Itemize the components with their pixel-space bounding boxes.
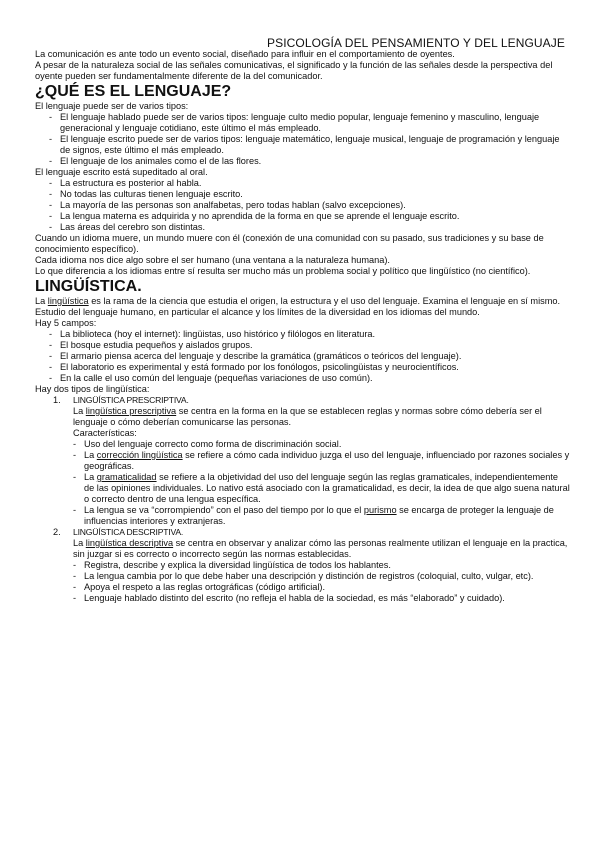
language-types-list	[35, 112, 570, 167]
list-item: - Las áreas del cerebro son distintas.	[49, 222, 570, 233]
text-span: La	[35, 296, 48, 306]
list-item: - El lenguaje de los animales como el de las flores.	[49, 156, 570, 167]
text-span: La	[73, 406, 86, 416]
list-item	[73, 505, 570, 527]
written-language-list	[35, 178, 570, 233]
closing-paragraph-1: Cuando un idioma muere, un mundo muere con él (conexión de una comunidad con su pasado, sus tradiciones y su base de conocimiento específico).	[35, 233, 544, 254]
list-item	[73, 472, 570, 505]
list-item: - Apoya el respeto a las reglas ortográficas (código artificial).	[73, 582, 570, 593]
text-span: se refiere a la objetividad del uso del lenguaje según las reglas gramaticales, independientemente de las opiniones individuales. Lo nativo está asociado con la gramaticalidad, es decir, la idea de que algo suena natural o correcto dentro de una lengua específica.	[84, 472, 570, 504]
list-item: - El lenguaje escrito puede ser de varios tipos: lenguaje matemático, lenguaje musical, lenguaje de programación y lenguaje de signos, este último el más empleado.	[49, 134, 570, 156]
text-span: se centra en observar y analizar cómo las personas realmente utilizan el lenguaje en la practica, sin juzgar si es correcto o incorrecto según las normas establecidas.	[73, 538, 568, 559]
text-span: La	[73, 538, 86, 548]
text-span: La	[84, 450, 97, 460]
list-item: - Uso del lenguaje correcto como forma de discriminación social.	[73, 439, 570, 450]
type-title: LINGÜÍSTICA DESCRIPTIVA.	[73, 527, 184, 537]
features-label: Características:	[73, 428, 137, 438]
list-item: - El bosque estudia pequeños y aislados grupos.	[49, 340, 570, 351]
document-body	[35, 49, 570, 604]
list-item: - Lenguaje hablado distinto del escrito (no refleja el habla de la sociedad, es más “elaborado” y cuidado).	[73, 593, 570, 604]
page-header: PSICOLOGÍA DEL PENSAMIENTO Y DEL LENGUAJE	[267, 36, 565, 50]
closing-paragraph-3: Lo que diferencia a los idiomas entre sí resulta ser mucho más un problema social y político que lingüístico (no científico).	[35, 266, 531, 276]
heading-que-es-el-lenguaje: ¿QUÉ ES EL LENGUAJE?	[35, 83, 232, 100]
text-span: se encarga de proteger la lenguaje de influencias interiores y extranjeras.	[84, 505, 554, 526]
type-title: LINGÜÍSTICA PRESCRIPTIVA.	[73, 395, 189, 405]
term-prescriptive: lingüística prescriptiva	[85, 406, 177, 416]
term-descriptive: lingüística descriptiva	[85, 538, 174, 548]
list-item: - El armario piensa acerca del lenguaje y describe la gramática (gramáticos o teóricos del lenguaje).	[49, 351, 570, 362]
list-item: - La estructura es posterior al habla.	[49, 178, 570, 189]
closing-paragraph-2: Cada idioma nos dice algo sobre el ser humano (una ventana a la naturaleza humana).	[35, 255, 390, 265]
list-item	[73, 450, 570, 472]
list-item: - El laboratorio es experimental y está formado por los fonólogos, psicolingüistas y neurocientíficos.	[49, 362, 570, 373]
linguistics-definition	[35, 296, 570, 318]
list-item: - En la calle el uso común del lenguaje (pequeñas variaciones de uso común).	[49, 373, 570, 384]
list-item: - La lengua cambia por lo que debe haber una descripción y distinción de registros (coloquial, culto, vulgar, etc).	[73, 571, 570, 582]
list-number: 2.	[53, 527, 61, 537]
list-item: - La mayoría de las personas son analfabetas, pero todas hablan (salvo excepciones).	[49, 200, 570, 211]
descriptive-features	[73, 560, 570, 604]
fields-list	[35, 329, 570, 384]
text-span: es la rama de la ciencia que estudia el origen, la estructura y el uso del lenguaje. Examina el lenguaje en sí mismo. Estudio del lenguaje humano, en particular el alcance y los límites de la diversidad en los idiomas del mundo.	[35, 296, 561, 317]
text-span: La lengua se va “corrompiendo” con el paso del tiempo por lo que el	[84, 505, 364, 515]
heading-linguistica: LINGÜÍSTICA.	[35, 278, 142, 295]
written-language-intro: El lenguaje escrito está supeditado al oral.	[35, 167, 208, 177]
text-span: se refiere a cómo cada individuo juzga el uso del lenguaje, influenciado por razones sociales y geográficas.	[84, 450, 570, 471]
prescriptive-features	[73, 439, 570, 527]
list-item: - La biblioteca (hoy el internet): lingüistas, uso histórico y filólogos en literatura.	[49, 329, 570, 340]
language-types-intro: El lenguaje puede ser de varios tipos:	[35, 101, 189, 111]
intro-paragraph-1: La comunicación es ante todo un evento social, diseñado para influir en el comportamiento de oyentes.	[35, 49, 455, 59]
list-number: 1.	[53, 395, 61, 405]
linguistics-types-intro: Hay dos tipos de lingüística:	[35, 384, 150, 394]
text-span: La	[84, 472, 97, 482]
prescriptive-description	[73, 406, 570, 428]
intro-paragraph-2: A pesar de la naturaleza social de las señales comunicativas, el significado y la función de las señales desde la perspectiva del oyente pueden ser fundamentalmente diferente de la del comunicador.	[35, 60, 553, 81]
type-prescriptive	[53, 395, 570, 527]
term-linguistica: lingüística	[47, 296, 89, 306]
type-descriptive	[53, 527, 570, 604]
descriptive-description	[73, 538, 570, 560]
term-correccion: corrección lingüística	[96, 450, 183, 460]
linguistics-types-list	[35, 395, 570, 604]
term-purismo: purismo	[363, 505, 397, 515]
fields-intro: Hay 5 campos:	[35, 318, 97, 328]
term-gramaticalidad: gramaticalidad	[96, 472, 157, 482]
list-item: - La lengua materna es adquirida y no aprendida de la forma en que se aprende el lenguaje escrito.	[49, 211, 570, 222]
list-item: - Registra, describe y explica la diversidad lingüística de todos los hablantes.	[73, 560, 570, 571]
list-item: - No todas las culturas tienen lenguaje escrito.	[49, 189, 570, 200]
list-item: - El lenguaje hablado puede ser de varios tipos: lenguaje culto medio popular, lenguaje femenino y masculino, lenguaje generacional y lenguaje cotidiano, este último el más empleado.	[49, 112, 570, 134]
text-span: se centra en la forma en la que se establecen reglas y normas sobre cómo debería ser el lenguaje o cómo deberían comunicarse las personas.	[73, 406, 542, 427]
